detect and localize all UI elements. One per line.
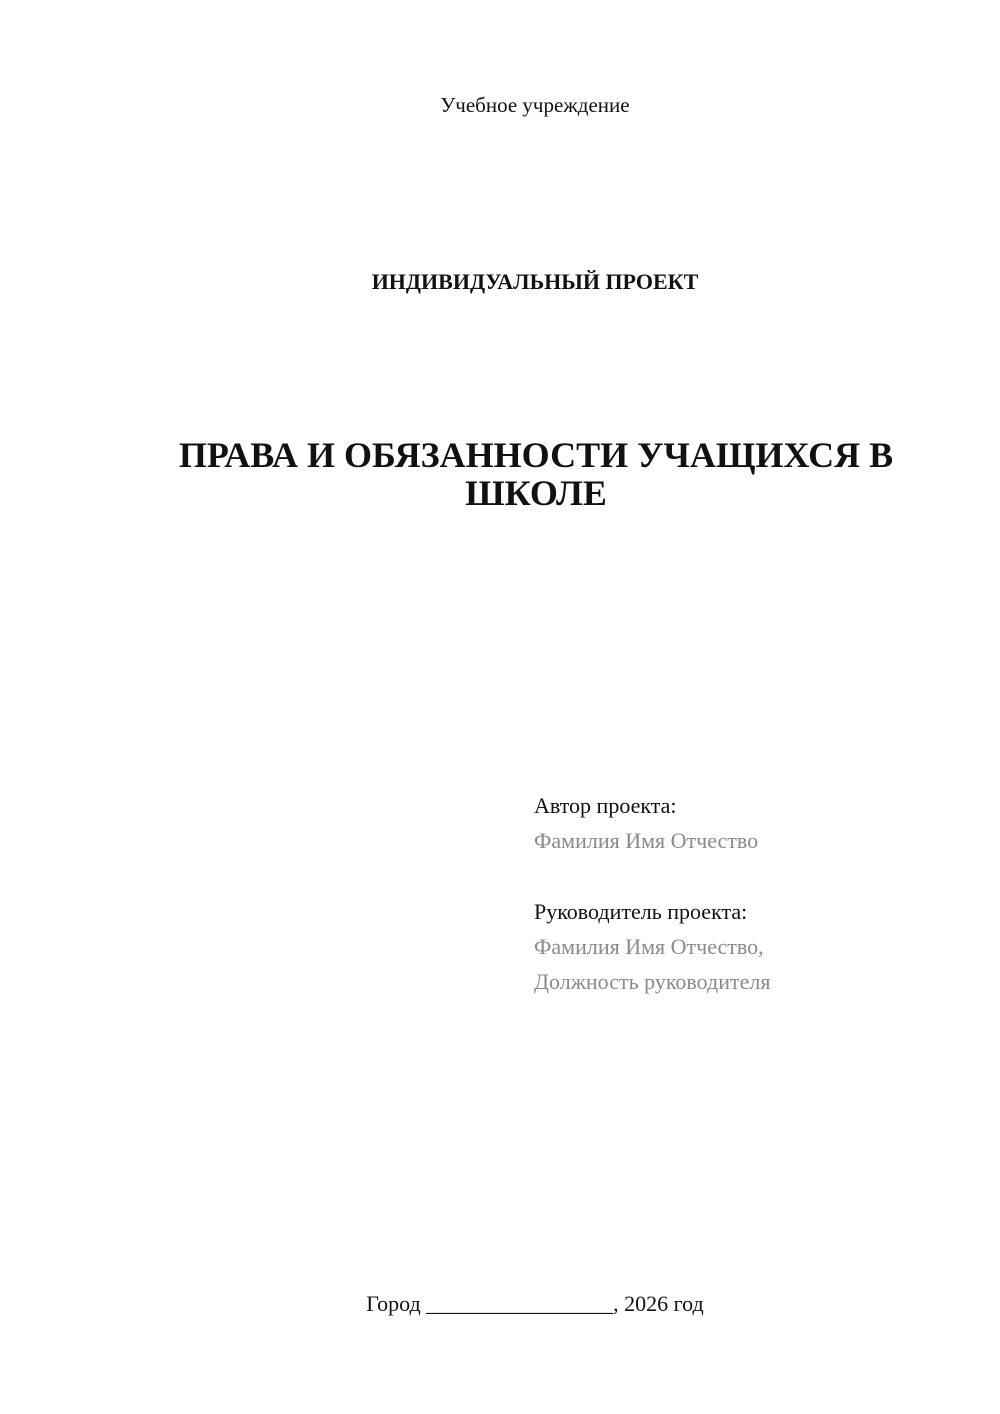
project-title: ПРАВА И ОБЯЗАННОСТИ УЧАЩИХСЯ В ШКОЛЕ bbox=[178, 435, 894, 513]
supervisor-name: Фамилия Имя Отчество, bbox=[534, 934, 764, 959]
author-label: Автор проекта: bbox=[534, 793, 677, 818]
project-type-heading: ИНДИВИДУАЛЬНЫЙ ПРОЕКТ bbox=[371, 269, 699, 294]
city-year-line: Город _________________, 2026 год bbox=[366, 1291, 704, 1316]
spacer bbox=[534, 858, 964, 894]
institution-name: Учебное учреждение bbox=[440, 93, 630, 117]
author-name: Фамилия Имя Отчество bbox=[534, 828, 759, 853]
author-block bbox=[534, 788, 964, 999]
supervisor-position: Должность руководителя bbox=[534, 969, 771, 994]
supervisor-label: Руководитель проекта: bbox=[534, 899, 748, 924]
